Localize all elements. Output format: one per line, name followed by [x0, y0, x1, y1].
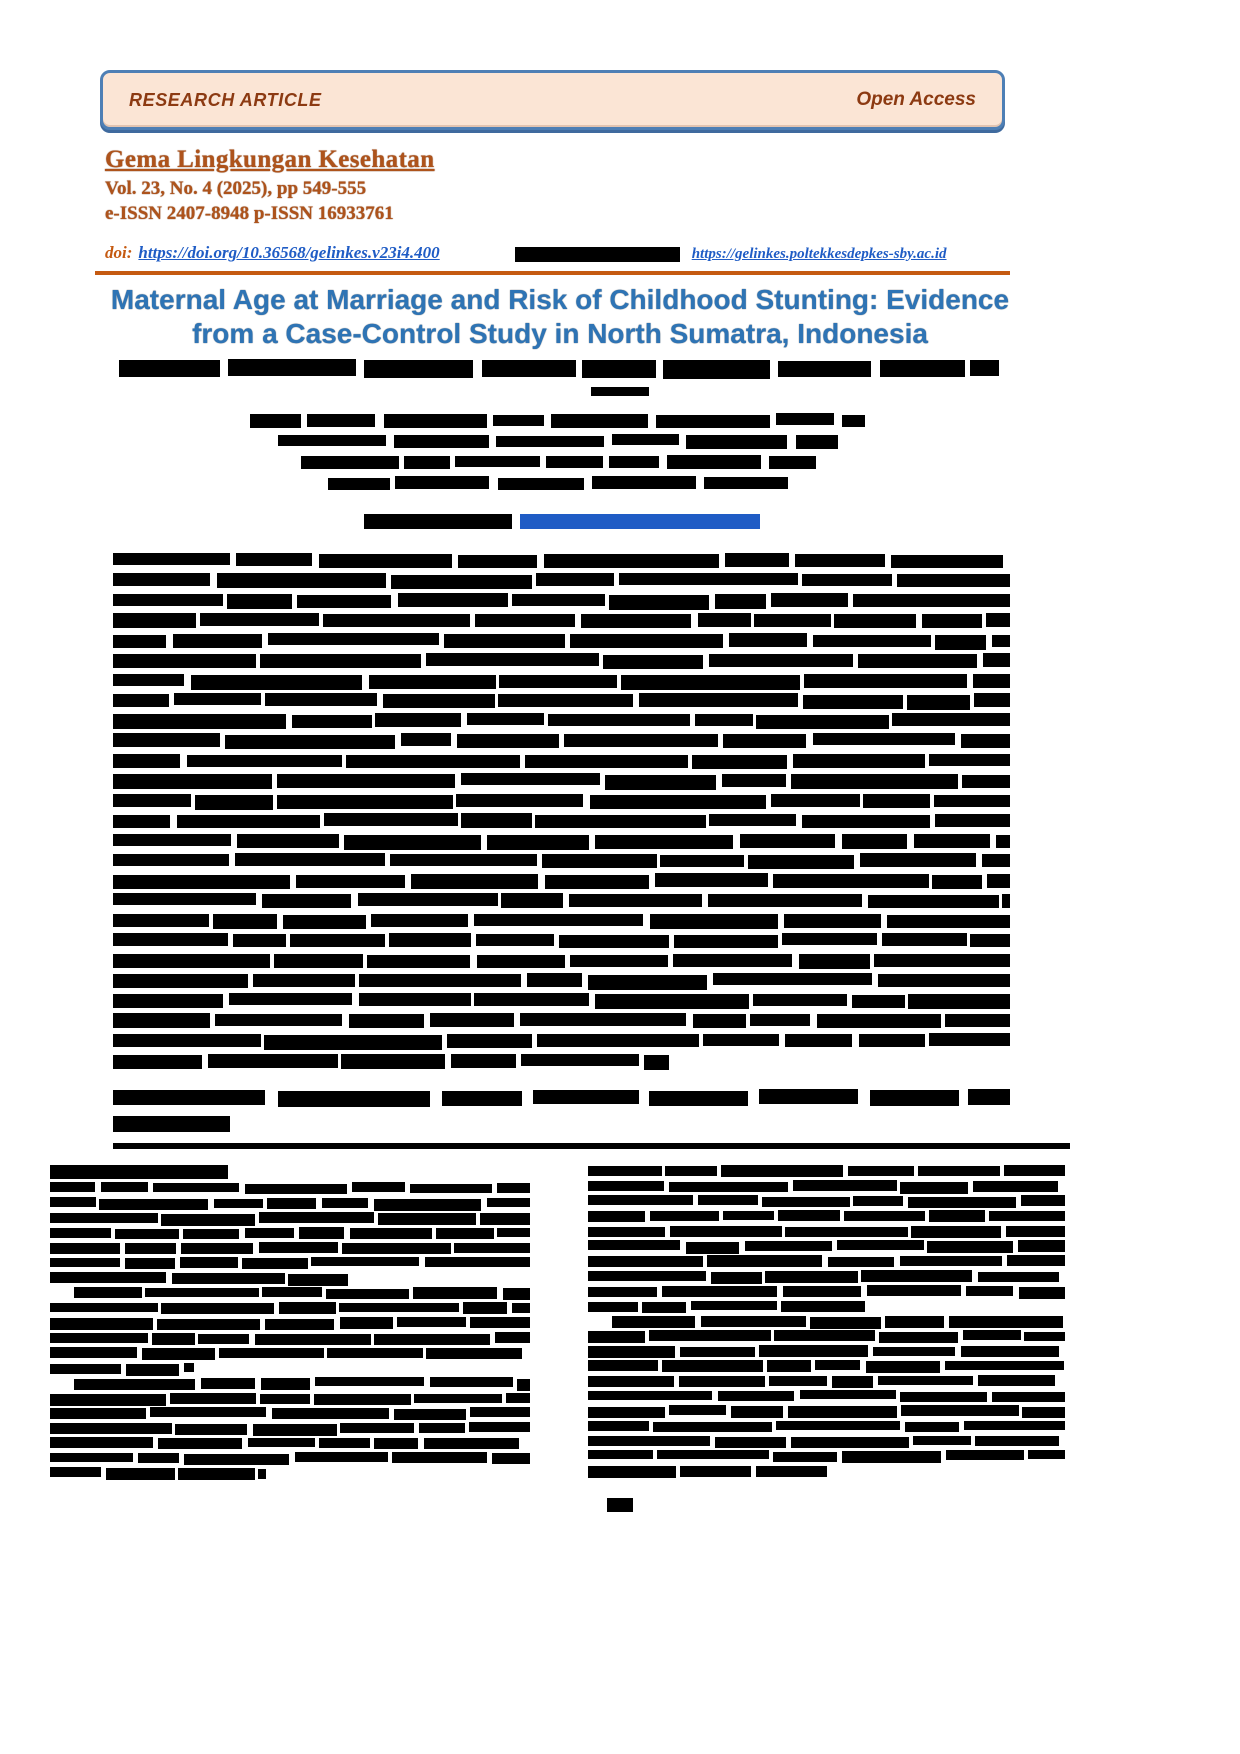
keywords-redacted	[113, 1089, 1010, 1139]
journal-issn-line: e-ISSN 2407-8948 p-ISSN 16933761	[105, 203, 394, 224]
journal-name: Gema Lingkungan Kesehatan	[105, 146, 435, 173]
author-affiliation-marks-redacted	[0, 387, 1240, 397]
authors-redacted	[113, 359, 1010, 385]
section-heading-redacted	[50, 1165, 530, 1180]
journal-homepage-label-redacted	[515, 247, 680, 262]
research-article-label: RESEARCH ARTICLE	[129, 89, 322, 110]
journal-volume-line: Vol. 23, No. 4 (2025), pp 549-555	[105, 178, 367, 199]
page-number-redacted	[0, 1498, 1240, 1514]
masthead-divider	[95, 271, 1010, 275]
body-columns	[50, 1165, 1065, 1482]
correspondence-label-redacted	[364, 514, 512, 529]
correspondence-email-link-redacted[interactable]	[520, 514, 760, 529]
body-text-right-redacted	[588, 1165, 1065, 1480]
article-title: Maternal Age at Marriage and Risk of Childhood Stunting: Evidence from a Case-Control Study in North Sumatra, Indonesia	[110, 284, 1010, 349]
body-column-left	[50, 1165, 530, 1482]
journal-homepage-link[interactable]: https://gelinkes.poltekkesdepkes-sby.ac.id	[691, 246, 947, 262]
affiliations-redacted	[113, 413, 1010, 497]
abstract-redacted	[113, 553, 1010, 1073]
doi-label: doi:	[105, 243, 133, 262]
doi-line	[105, 243, 1010, 265]
open-access-label: Open Access	[856, 89, 976, 110]
keywords-divider	[113, 1143, 1070, 1149]
body-text-left-redacted	[50, 1182, 530, 1482]
doi-link[interactable]: https://doi.org/10.36568/gelinkes.v23i4.400	[138, 243, 440, 262]
journal-masthead	[105, 144, 1240, 265]
body-column-right	[588, 1165, 1065, 1482]
correspondence-line	[113, 511, 1010, 531]
header-badge	[100, 70, 1005, 130]
